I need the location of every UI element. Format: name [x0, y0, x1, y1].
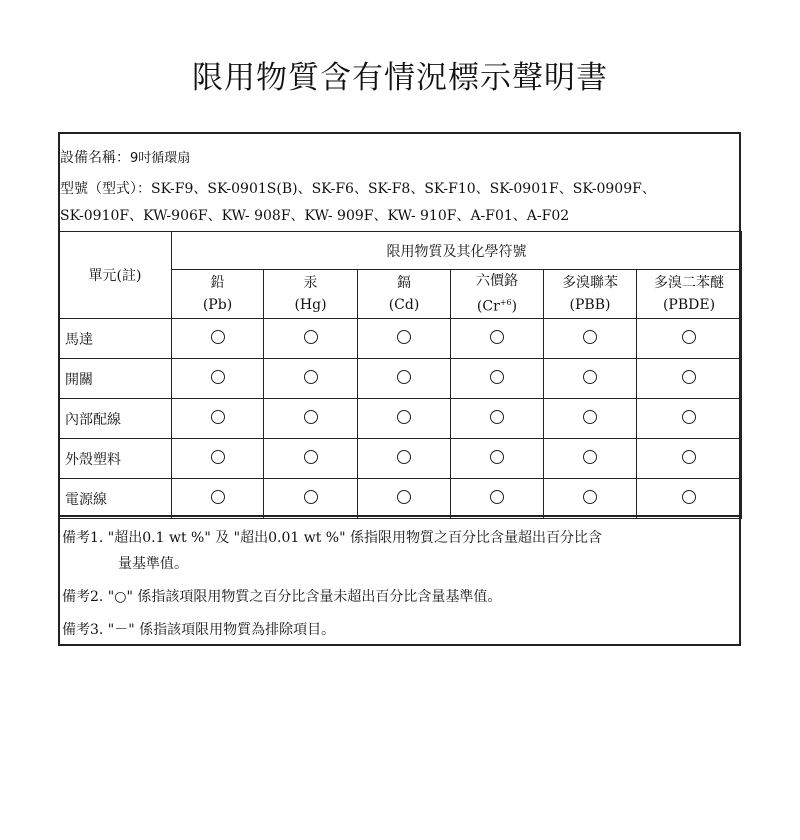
note-3: 備考3. "－" 係指該項限用物質為排除項目。: [62, 622, 336, 638]
compliance-cell: [451, 359, 544, 399]
circle-mark-icon: [682, 410, 696, 424]
table-row: [59, 439, 742, 479]
page-title: 限用物質含有情況標示聲明書: [192, 60, 608, 96]
compliance-cell: [637, 479, 742, 519]
compliance-cell: [637, 359, 742, 399]
compliance-cell: [637, 439, 742, 479]
compliance-cell: [637, 399, 742, 439]
circle-mark-icon: [490, 410, 504, 424]
circle-mark-icon: [583, 490, 597, 504]
circle-mark-icon: [490, 330, 504, 344]
unit-name: 外殼塑料: [59, 439, 172, 479]
notes-divider: [58, 515, 741, 517]
table-row: [59, 319, 742, 359]
model-list-1: SK-F9、SK-0901S(B)、SK-F6、SK-F8、SK-F10、SK-0901F、SK-0909F、: [151, 181, 656, 197]
circle-mark-icon: [583, 450, 597, 464]
compliance-cell: [172, 359, 264, 399]
compliance-cell: [637, 319, 742, 359]
compliance-cell: [264, 439, 358, 479]
equipment-name-value: 9吋循環扇: [130, 151, 191, 166]
circle-mark-icon: [304, 370, 318, 384]
circle-mark-icon: [397, 450, 411, 464]
model-line-1: [60, 178, 656, 198]
circle-mark-icon: [211, 370, 225, 384]
compliance-cell: [358, 439, 451, 479]
model-list-2: SK-0910F、KW-906F、KW- 908F、KW- 909F、KW- 910F、A-F01、A-F02: [60, 208, 570, 224]
compliance-cell: [358, 479, 451, 519]
note-1-line-2: 量基準值。: [118, 556, 188, 572]
circle-mark-icon: [397, 410, 411, 424]
compliance-cell: [358, 399, 451, 439]
compliance-cell: [544, 479, 637, 519]
compliance-cell: [358, 319, 451, 359]
substance-table: [58, 231, 742, 519]
model-line-2: [60, 205, 569, 225]
circle-mark-icon: [397, 490, 411, 504]
circle-mark-icon: [682, 490, 696, 504]
unit-name: 內部配線: [59, 399, 172, 439]
circle-mark-icon: [304, 410, 318, 424]
compliance-cell: [264, 319, 358, 359]
substance-pbde: 多溴二苯醚 (PBDE): [637, 270, 742, 319]
compliance-cell: [451, 399, 544, 439]
circle-mark-icon: [682, 330, 696, 344]
circle-mark-icon: [682, 450, 696, 464]
unit-name: 電源線: [59, 479, 172, 519]
circle-mark-icon: [211, 410, 225, 424]
circle-mark-icon: [397, 370, 411, 384]
substance-lead: 鉛 (Pb): [172, 270, 264, 319]
circle-mark-icon: [490, 450, 504, 464]
model-label: 型號（型式）：: [60, 181, 151, 197]
compliance-cell: [264, 359, 358, 399]
compliance-cell: [172, 439, 264, 479]
circle-mark-icon: [583, 410, 597, 424]
compliance-cell: [451, 319, 544, 359]
compliance-cell: [544, 319, 637, 359]
circle-mark-icon: [211, 330, 225, 344]
compliance-cell: [544, 399, 637, 439]
table-row: [59, 359, 742, 399]
circle-mark-icon: [397, 330, 411, 344]
substance-chromium: 六價鉻 $(Cr^{+6})$: [451, 270, 544, 319]
substances-header: 限用物質及其化學符號: [172, 232, 742, 270]
circle-mark-icon: [304, 450, 318, 464]
table-row: [59, 399, 742, 439]
note-1-line-1: 備考1. "超出0.1 wt %" 及 "超出0.01 wt %" 係指限用物質之百分比含量超出百分比含: [62, 530, 602, 546]
substance-pbb: 多溴聯苯 (PBB): [544, 270, 637, 319]
equipment-name-line: [60, 147, 190, 167]
equipment-name-label: 設備名稱：: [60, 150, 130, 166]
compliance-cell: [172, 399, 264, 439]
circle-mark-icon: [211, 450, 225, 464]
compliance-cell: [451, 439, 544, 479]
note-2: 備考2. "○" 係指該項限用物質之百分比含量未超出百分比含量基準值。: [62, 589, 502, 605]
compliance-cell: [264, 399, 358, 439]
table-row: [59, 479, 742, 519]
substance-cadmium: 鎘 (Cd): [358, 270, 451, 319]
circle-mark-icon: [304, 490, 318, 504]
unit-name: 開關: [59, 359, 172, 399]
compliance-cell: [264, 479, 358, 519]
compliance-cell: [358, 359, 451, 399]
circle-mark-icon: [583, 370, 597, 384]
compliance-cell: [544, 439, 637, 479]
substance-mercury: 汞 (Hg): [264, 270, 358, 319]
compliance-cell: [172, 319, 264, 359]
circle-mark-icon: [304, 330, 318, 344]
unit-name: 馬達: [59, 319, 172, 359]
compliance-cell: [172, 479, 264, 519]
circle-mark-icon: [490, 490, 504, 504]
circle-mark-icon: [682, 370, 696, 384]
circle-mark-icon: [490, 370, 504, 384]
unit-header: 單元(註): [59, 232, 172, 319]
circle-mark-icon: [211, 490, 225, 504]
compliance-cell: [544, 359, 637, 399]
circle-mark-icon: [583, 330, 597, 344]
compliance-cell: [451, 479, 544, 519]
